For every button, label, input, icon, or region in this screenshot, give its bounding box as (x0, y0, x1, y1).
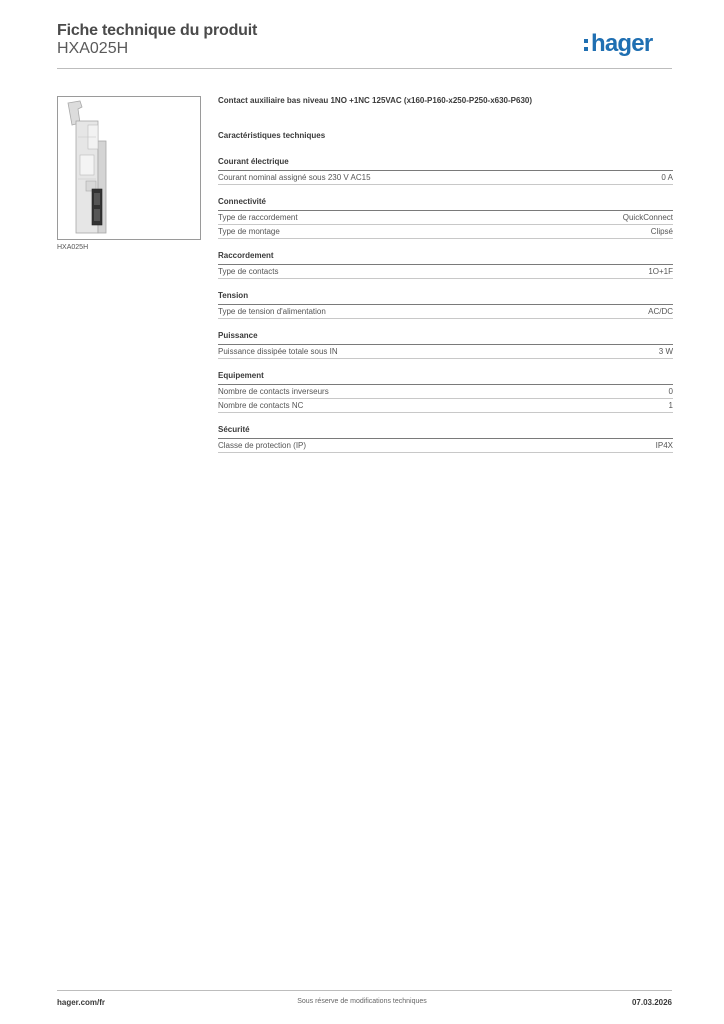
spec-row (218, 345, 673, 359)
product-specifications (218, 96, 673, 453)
spec-label: Puissance dissipée totale sous IN (218, 347, 338, 356)
spec-label: Courant nominal assigné sous 230 V AC15 (218, 173, 371, 182)
spec-group-voltage (218, 291, 673, 319)
spec-label: Type de raccordement (218, 213, 298, 222)
product-reference: HXA025H (57, 40, 129, 57)
spec-value: 0 A (661, 173, 673, 182)
header-divider (57, 68, 672, 69)
spec-group-power (218, 331, 673, 359)
spec-label: Type de montage (218, 227, 280, 236)
product-image (58, 97, 200, 239)
spec-group-connection (218, 251, 673, 279)
spec-value: AC/DC (648, 307, 673, 316)
spec-group-equipment (218, 371, 673, 413)
spec-group-current (218, 157, 673, 185)
spec-group-title: Courant électrique (218, 157, 673, 171)
spec-label: Type de tension d'alimentation (218, 307, 326, 316)
spec-row (218, 265, 673, 279)
spec-row (218, 305, 673, 319)
hager-logo[interactable] (582, 27, 672, 57)
spec-value: 1O+1F (648, 267, 673, 276)
spec-value: QuickConnect (622, 213, 673, 222)
spec-row (218, 439, 673, 453)
document-title: Fiche technique du produit (57, 22, 258, 39)
spec-label: Type de contacts (218, 267, 279, 276)
product-description: Contact auxiliaire bas niveau 1NO +1NC 125VAC (x160-P160-x250-P250-x630-P630) (218, 96, 533, 105)
spec-value: IP4X (655, 441, 673, 450)
footer-disclaimer: Sous réserve de modifications techniques (297, 998, 427, 1005)
spec-group-safety (218, 425, 673, 453)
product-image-caption: HXA025H (57, 244, 89, 251)
footer-date: 07.03.2026 (631, 998, 672, 1007)
spec-label: Nombre de contacts inverseurs (218, 387, 329, 396)
spec-value: 1 (668, 401, 673, 410)
spec-label: Nombre de contacts NC (218, 401, 304, 410)
product-image-frame (57, 96, 201, 240)
spec-group-title: Equipement (218, 371, 673, 385)
spec-row (218, 211, 673, 225)
spec-value: 0 (668, 387, 673, 396)
spec-row (218, 171, 673, 185)
spec-row (218, 385, 673, 399)
footer-website-link[interactable]: hager.com/fr (57, 998, 106, 1007)
spec-group-connectivity (218, 197, 673, 239)
footer-divider (57, 990, 672, 991)
spec-row (218, 399, 673, 413)
spec-group-title: Connectivité (218, 197, 673, 211)
spec-row (218, 225, 673, 239)
spec-group-title: Puissance (218, 331, 673, 345)
spec-value: Clipsé (650, 227, 673, 236)
logo-text: hager (591, 30, 653, 57)
spec-label: Classe de protection (IP) (218, 441, 307, 450)
spec-group-title: Tension (218, 291, 673, 305)
spec-group-title: Sécurité (218, 425, 673, 439)
specs-heading: Caractéristiques techniques (218, 131, 326, 140)
spec-group-title: Raccordement (218, 251, 673, 265)
spec-value: 3 W (658, 347, 673, 356)
